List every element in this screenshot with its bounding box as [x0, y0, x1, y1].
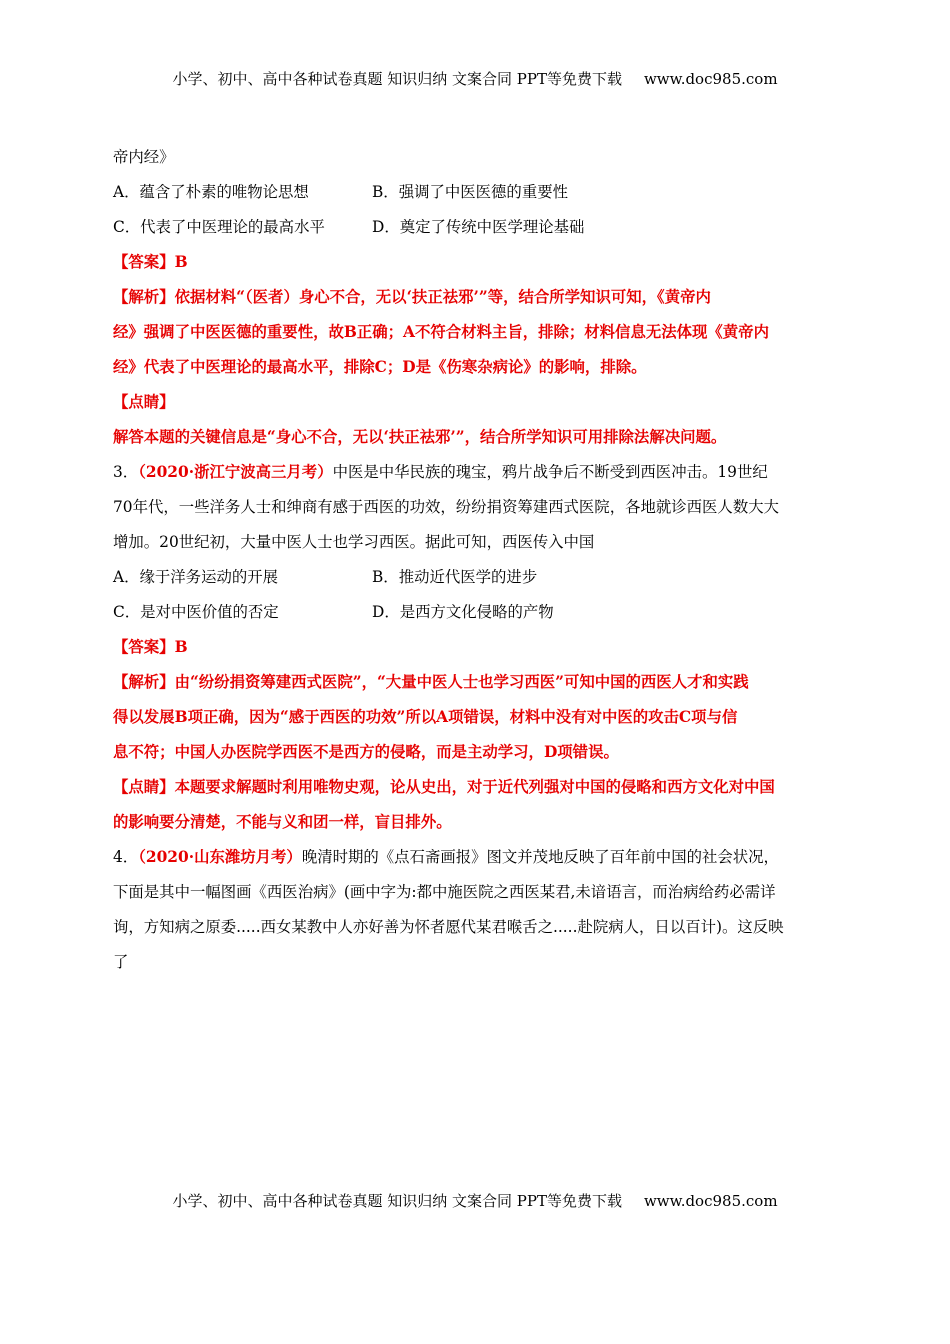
- q3-number: 3．: [113, 463, 139, 481]
- q2-answer: 【答案】B: [113, 253, 188, 271]
- q2-option-d: D．奠定了传统中医学理论基础: [372, 218, 585, 236]
- q4-stem-line-3: 询，方知病之原委.....西女某教中人亦好善为怀者愿代某君喉舌之.....赴院病人，日以百计)。这反映: [113, 918, 784, 936]
- header-text: 小学、初中、高中各种试卷真题 知识归纳 文案合同 PPT等免费下载: [172, 70, 622, 88]
- q4-number: 4．: [113, 848, 139, 866]
- q4-stem-line-4: 了: [113, 953, 129, 971]
- q4-stem-line-2: 下面是其中一幅图画《西医治病》(画中字为:都中施医院之西医某君,未谙语言，而治病给药必需详: [113, 883, 776, 901]
- page-footer: [0, 1190, 950, 1211]
- q2-option-c: C．代表了中医理论的最高水平: [113, 218, 325, 236]
- page-header: [0, 68, 950, 89]
- q3-stem-first: 中医是中华民族的瑰宝，鸦片战争后不断受到西医冲击。19世纪: [332, 463, 768, 481]
- q3-analysis-line-1: 【解析】由“纷纷捐资筹建西式医院”，“大量中医人士也学习西医”可知中国的西医人才和实践: [113, 673, 749, 691]
- q3-stem-line-2: 70年代，一些洋务人士和绅商有感于西医的功效，纷纷捐资筹建西式医院，各地就诊西医人数大大: [113, 498, 779, 516]
- q3-stem-line-1: [113, 455, 843, 490]
- q2-analysis-line-3: 经》代表了中医理论的最高水平，排除C；D是《伤寒杂病论》的影响，排除。: [113, 358, 647, 376]
- q3-options-row-2: [113, 595, 843, 630]
- q3-options-row-1: [113, 560, 843, 595]
- q2-dianjing-text: 解答本题的关键信息是“身心不合，无以‘扶正祛邪’”，结合所学知识可用排除法解决问题。: [113, 428, 727, 446]
- q2-analysis-line-1: 【解析】依据材料“（医者）身心不合，无以‘扶正祛邪’”等，结合所学知识可知，《黄帝内: [113, 288, 711, 306]
- q2-option-b: B．强调了中医医德的重要性: [372, 183, 568, 201]
- q3-stem-line-3: 增加。20世纪初，大量中医人士也学习西医。据此可知，西医传入中国: [113, 533, 595, 551]
- q3-option-a: A．缘于洋务运动的开展: [113, 568, 279, 586]
- q3-source: （2020·浙江宁波高三月考）: [138, 463, 333, 481]
- q3-dianjing-line-1: 【点睛】本题要求解题时利用唯物史观，论从史出，对于近代列强对中国的侵略和西方文化对中国: [113, 778, 775, 796]
- q3-option-c: C．是对中医价值的否定: [113, 603, 279, 621]
- q3-analysis-line-2: 得以发展B项正确，因为“感于西医的功效”所以A项错误，材料中没有对中医的攻击C项与信: [113, 708, 738, 726]
- q3-option-b: B．推动近代医学的进步: [372, 568, 538, 586]
- q3-answer: 【答案】B: [113, 638, 188, 656]
- q3-option-d: D．是西方文化侵略的产物: [372, 603, 554, 621]
- q2-stem-continuation: 帝内经》: [113, 148, 175, 166]
- q3-analysis-line-3: 息不符；中国人办医院学西医不是西方的侵略，而是主动学习，D项错误。: [113, 743, 619, 761]
- document-body: [113, 140, 843, 980]
- q2-option-a: A．蕴含了朴素的唯物论思想: [113, 183, 309, 201]
- q2-analysis-line-2: 经》强调了中医医德的重要性，故B正确；A不符合材料主旨，排除；材料信息无法体现《黄帝内: [113, 323, 769, 341]
- footer-text: 小学、初中、高中各种试卷真题 知识归纳 文案合同 PPT等免费下载: [172, 1192, 622, 1210]
- q3-dianjing-line-2: 的影响要分清楚，不能与义和团一样，盲目排外。: [113, 813, 452, 831]
- q4-stem-first: 晚清时期的《点石斋画报》图文并茂地反映了百年前中国的社会状况，: [301, 848, 779, 866]
- q4-source: （2020·山东潍坊月考）: [138, 848, 302, 866]
- q2-options-row-2: [113, 210, 843, 245]
- q4-stem-line-1: [113, 840, 843, 875]
- q2-dianjing-title: 【点睛】: [113, 393, 175, 411]
- q2-options-row-1: [113, 175, 843, 210]
- footer-url[interactable]: www.doc985.com: [643, 1192, 778, 1210]
- header-url[interactable]: www.doc985.com: [643, 70, 778, 88]
